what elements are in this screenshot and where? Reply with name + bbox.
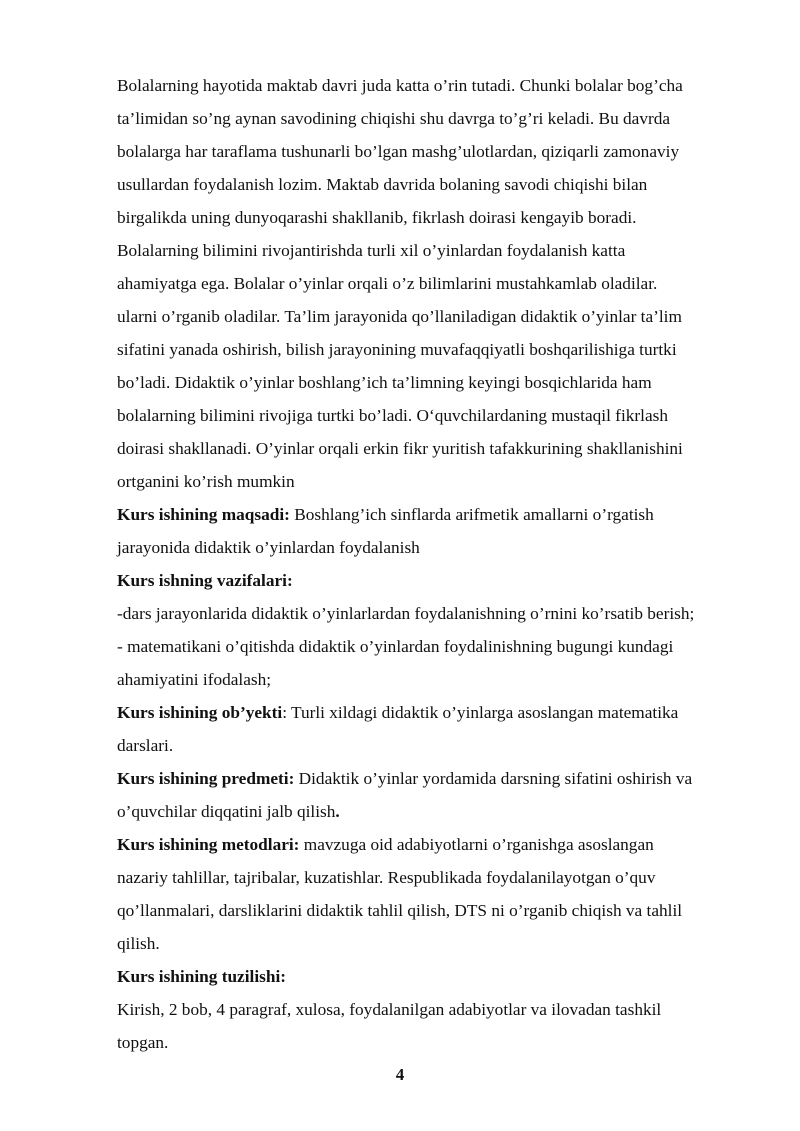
body-line: ularni o’rganib oladilar. Ta’lim jarayonida qo’llaniladigan didaktik o’yinlar ta’lim [117,307,682,326]
tuzilish-heading [117,966,767,988]
body-line: bolalarning bilimini rivojiga turtki bo’ladi. O‘quvchilardaning mustaqil fikrlash [117,406,668,425]
body-line: ortganini ko’rish mumkin [117,472,295,491]
predmet-text-2: o’quvchilar diqqatini jalb qilish [117,802,336,821]
page-number: 4 [395,1065,405,1084]
vazifa-heading [117,570,767,592]
body-line: birgalikda uning dunyoqarashi shakllanib, fikrlash doirasi kengayib boradi. [117,208,637,227]
predmet-dot: . [335,802,340,821]
obyekt-line [117,702,767,724]
predmet-text: Didaktik o’yinlar yordamida darsning sifatini oshirish va [294,769,693,788]
vazifa-label: Kurs ishning vazifalari: [117,571,293,590]
body-line: bolalarga har taraflama tushunarli bo’lgan mashg’ulotlardan, qiziqarli zamonaviy [117,142,680,161]
tuzilish-text: Kirish, 2 bob, 4 paragraf, xulosa, foydalanilgan adabiyotlar va ilovadan tashkil [117,1000,662,1019]
metod-text: mavzuga oid adabiyotlarni o’rganishga asoslangan [299,835,654,854]
obyekt-line-2: darslari. [117,736,174,755]
body-line: bo’ladi. Didaktik o’yinlar boshlang’ich ta’limning keyingi bosqichlarida ham [117,373,652,392]
obyekt-label: Kurs ishining ob’yekti [117,703,283,722]
metod-line-4: qilish. [117,934,160,953]
maqsad-label: Kurs ishining maqsadi: [117,505,290,524]
tuzilish-label: Kurs ishining tuzilishi: [117,967,287,986]
predmet-line-2 [117,801,767,823]
metod-line-2: nazariy tahlillar, tajribalar, kuzatishlar. Respublikada foydalanilayotgan o’quv [117,868,656,887]
maqsad-line [117,504,767,526]
body-line: Bolalarning hayotida maktab davri juda katta o’rin tutadi. Chunki bolalar bog’cha [117,76,683,95]
body-line: doirasi shakllanadi. O’yinlar orqali erkin fikr yuritish tafakkurining shakllanishini [117,439,683,458]
tuzilish-line-2: topgan. [117,1033,169,1052]
vazifa-item-2: - matematikani o’qitishda didaktik o’yinlardan foydalinishning bugungi kundagi [117,637,674,656]
body-line: ahamiyatga ega. Bolalar o’yinlar orqali o’z bilimlarini mustahkamlab oladilar. [117,274,658,293]
metod-line [117,834,767,856]
vazifa-item-1: -dars jarayonlarida didaktik o’yinlarlardan foydalanishning o’rnini ko’rsatib berish; [117,604,695,623]
body-line: usullardan foydalanish lozim. Maktab davrida bolaning savodi chiqishi bilan [117,175,648,194]
predmet-line [117,768,767,790]
predmet-label: Kurs ishining predmeti: [117,769,295,788]
body-line: sifatini yanada oshirish, bilish jarayonining muvafaqqiyatli boshqarilishiga turtki [117,340,677,359]
metod-line-3: qo’llanmalari, darsliklarini didaktik tahlil qilish, DTS ni o’rganib chiqish va tahlil [117,901,683,920]
metod-label: Kurs ishining metodlari: [117,835,300,854]
body-line: Bolalarning bilimini rivojantirishda turli xil o’yinlardan foydalanish katta [117,241,626,260]
body-line: ta’limidan so’ng aynan savodining chiqishi shu davrga to’g’ri keladi. Bu davrda [117,109,671,128]
maqsad-text: Boshlang’ich sinflarda arifmetik amallarni o’rgatish [289,505,654,524]
maqsad-line-2: jarayonida didaktik o’yinlardan foydalanish [117,538,420,557]
obyekt-text: : Turli xildagi didaktik o’yinlarga asoslangan matematika [282,703,679,722]
vazifa-item-2-cont: ahamiyatini ifodalash; [117,670,272,689]
